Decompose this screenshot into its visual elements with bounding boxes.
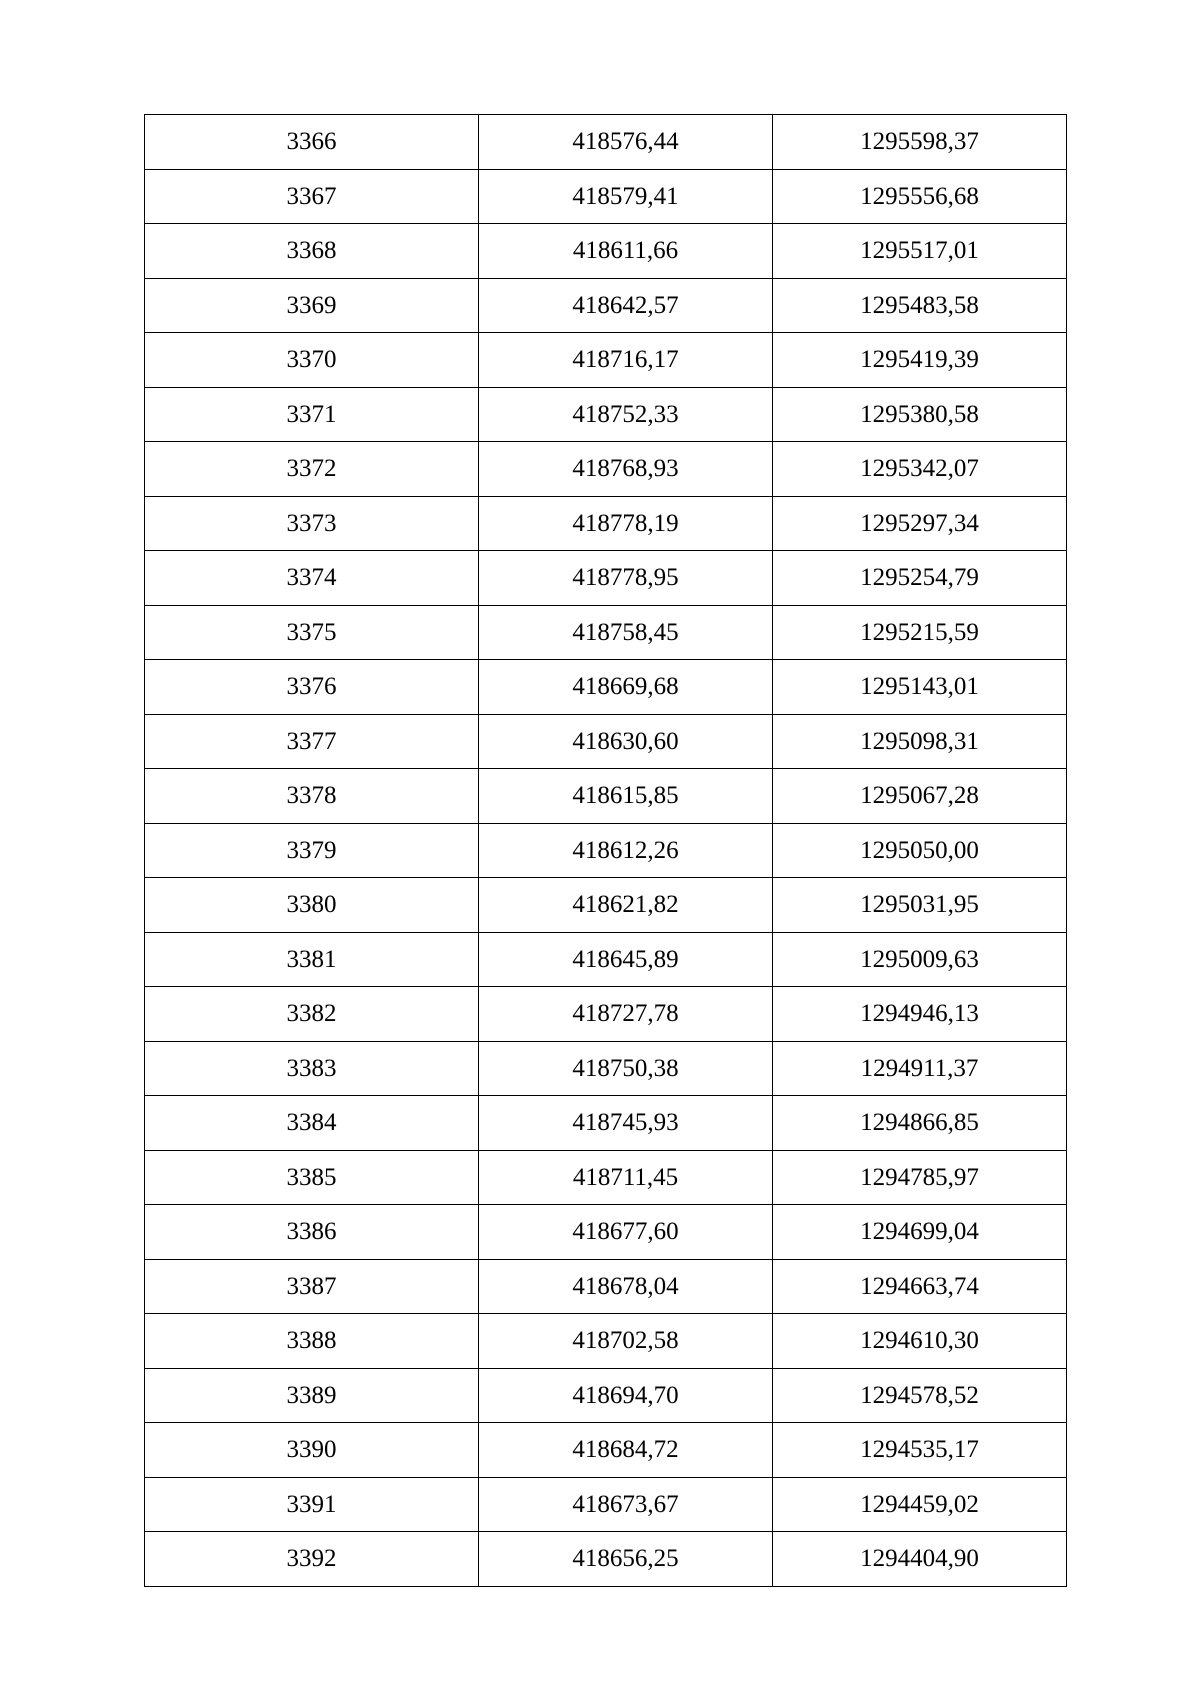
x-coordinate-cell: 418778,95	[479, 551, 773, 606]
y-coordinate-cell: 1294866,85	[773, 1096, 1067, 1151]
y-coordinate-cell: 1295419,39	[773, 333, 1067, 388]
y-coordinate-cell: 1295342,07	[773, 442, 1067, 497]
x-coordinate-cell: 418621,82	[479, 878, 773, 933]
table-row	[145, 1259, 1067, 1314]
y-coordinate-cell: 1294535,17	[773, 1423, 1067, 1478]
point-number-cell: 3374	[145, 551, 479, 606]
y-coordinate-cell: 1295483,58	[773, 278, 1067, 333]
y-coordinate-cell: 1295380,58	[773, 387, 1067, 442]
table-row	[145, 387, 1067, 442]
x-coordinate-cell: 418678,04	[479, 1259, 773, 1314]
table-row	[145, 224, 1067, 279]
y-coordinate-cell: 1295067,28	[773, 769, 1067, 824]
table-row	[145, 769, 1067, 824]
table-row	[145, 932, 1067, 987]
point-number-cell: 3385	[145, 1150, 479, 1205]
x-coordinate-cell: 418716,17	[479, 333, 773, 388]
point-number-cell: 3386	[145, 1205, 479, 1260]
x-coordinate-cell: 418684,72	[479, 1423, 773, 1478]
x-coordinate-cell: 418711,45	[479, 1150, 773, 1205]
table-row	[145, 660, 1067, 715]
y-coordinate-cell: 1294946,13	[773, 987, 1067, 1042]
y-coordinate-cell: 1294911,37	[773, 1041, 1067, 1096]
point-number-cell: 3369	[145, 278, 479, 333]
point-number-cell: 3376	[145, 660, 479, 715]
point-number-cell: 3381	[145, 932, 479, 987]
y-coordinate-cell: 1295098,31	[773, 714, 1067, 769]
table-row	[145, 1096, 1067, 1151]
x-coordinate-cell: 418615,85	[479, 769, 773, 824]
table-row	[145, 1041, 1067, 1096]
y-coordinate-cell: 1295297,34	[773, 496, 1067, 551]
point-number-cell: 3389	[145, 1368, 479, 1423]
table-row	[145, 278, 1067, 333]
table-row	[145, 1150, 1067, 1205]
x-coordinate-cell: 418745,93	[479, 1096, 773, 1151]
y-coordinate-cell: 1294663,74	[773, 1259, 1067, 1314]
y-coordinate-cell: 1294610,30	[773, 1314, 1067, 1369]
point-number-cell: 3382	[145, 987, 479, 1042]
x-coordinate-cell: 418656,25	[479, 1532, 773, 1587]
y-coordinate-cell: 1294785,97	[773, 1150, 1067, 1205]
y-coordinate-cell: 1295254,79	[773, 551, 1067, 606]
table-row	[145, 1423, 1067, 1478]
x-coordinate-cell: 418576,44	[479, 115, 773, 170]
table-row	[145, 605, 1067, 660]
x-coordinate-cell: 418702,58	[479, 1314, 773, 1369]
x-coordinate-cell: 418673,67	[479, 1477, 773, 1532]
point-number-cell: 3384	[145, 1096, 479, 1151]
point-number-cell: 3373	[145, 496, 479, 551]
point-number-cell: 3375	[145, 605, 479, 660]
point-number-cell: 3366	[145, 115, 479, 170]
point-number-cell: 3391	[145, 1477, 479, 1532]
point-number-cell: 3380	[145, 878, 479, 933]
point-number-cell: 3370	[145, 333, 479, 388]
table-row	[145, 1314, 1067, 1369]
y-coordinate-cell: 1295143,01	[773, 660, 1067, 715]
coordinates-table	[144, 114, 1067, 1587]
x-coordinate-cell: 418752,33	[479, 387, 773, 442]
y-coordinate-cell: 1295009,63	[773, 932, 1067, 987]
table-row	[145, 1368, 1067, 1423]
point-number-cell: 3390	[145, 1423, 479, 1478]
table-row	[145, 987, 1067, 1042]
table-row	[145, 878, 1067, 933]
x-coordinate-cell: 418768,93	[479, 442, 773, 497]
point-number-cell: 3377	[145, 714, 479, 769]
x-coordinate-cell: 418694,70	[479, 1368, 773, 1423]
table-row	[145, 714, 1067, 769]
x-coordinate-cell: 418642,57	[479, 278, 773, 333]
x-coordinate-cell: 418579,41	[479, 169, 773, 224]
table-row	[145, 1477, 1067, 1532]
x-coordinate-cell: 418758,45	[479, 605, 773, 660]
x-coordinate-cell: 418778,19	[479, 496, 773, 551]
x-coordinate-cell: 418645,89	[479, 932, 773, 987]
point-number-cell: 3392	[145, 1532, 479, 1587]
y-coordinate-cell: 1295517,01	[773, 224, 1067, 279]
table-row	[145, 442, 1067, 497]
point-number-cell: 3372	[145, 442, 479, 497]
x-coordinate-cell: 418611,66	[479, 224, 773, 279]
x-coordinate-cell: 418750,38	[479, 1041, 773, 1096]
x-coordinate-cell: 418677,60	[479, 1205, 773, 1260]
y-coordinate-cell: 1294578,52	[773, 1368, 1067, 1423]
y-coordinate-cell: 1295556,68	[773, 169, 1067, 224]
table-row	[145, 169, 1067, 224]
y-coordinate-cell: 1294404,90	[773, 1532, 1067, 1587]
table-row	[145, 115, 1067, 170]
y-coordinate-cell: 1294459,02	[773, 1477, 1067, 1532]
x-coordinate-cell: 418630,60	[479, 714, 773, 769]
y-coordinate-cell: 1295050,00	[773, 823, 1067, 878]
coordinates-table-body	[145, 115, 1067, 1587]
table-row	[145, 823, 1067, 878]
point-number-cell: 3371	[145, 387, 479, 442]
table-row	[145, 1205, 1067, 1260]
point-number-cell: 3378	[145, 769, 479, 824]
table-row	[145, 1532, 1067, 1587]
x-coordinate-cell: 418727,78	[479, 987, 773, 1042]
x-coordinate-cell: 418669,68	[479, 660, 773, 715]
point-number-cell: 3387	[145, 1259, 479, 1314]
y-coordinate-cell: 1295215,59	[773, 605, 1067, 660]
table-row	[145, 496, 1067, 551]
x-coordinate-cell: 418612,26	[479, 823, 773, 878]
point-number-cell: 3388	[145, 1314, 479, 1369]
point-number-cell: 3367	[145, 169, 479, 224]
point-number-cell: 3383	[145, 1041, 479, 1096]
y-coordinate-cell: 1295598,37	[773, 115, 1067, 170]
y-coordinate-cell: 1294699,04	[773, 1205, 1067, 1260]
point-number-cell: 3379	[145, 823, 479, 878]
table-row	[145, 333, 1067, 388]
y-coordinate-cell: 1295031,95	[773, 878, 1067, 933]
point-number-cell: 3368	[145, 224, 479, 279]
table-row	[145, 551, 1067, 606]
